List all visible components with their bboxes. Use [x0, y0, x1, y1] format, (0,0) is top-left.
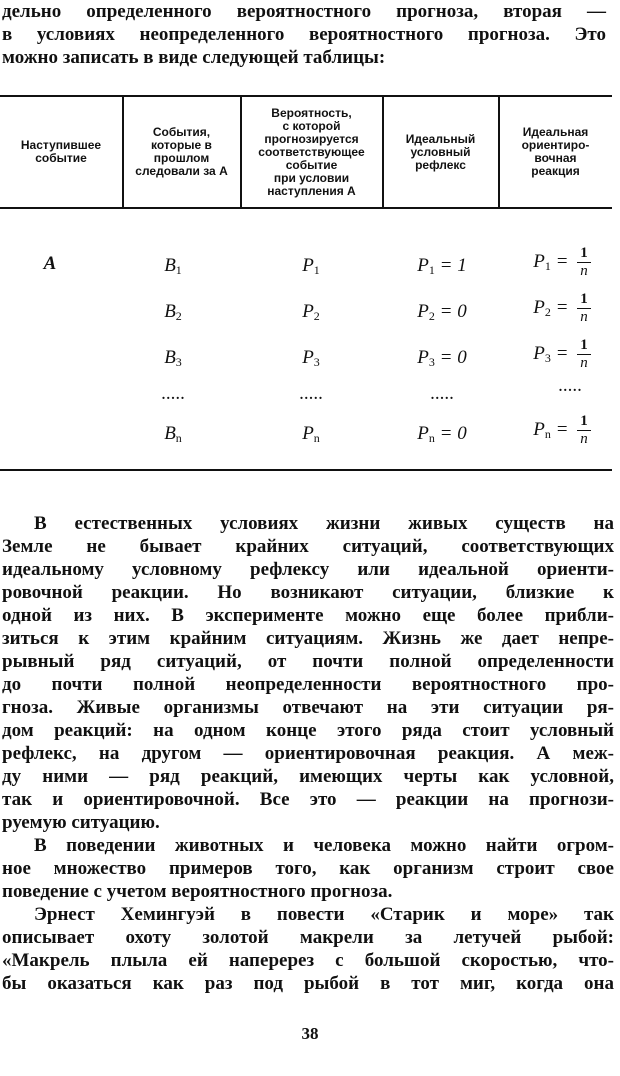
table-cell-event: $B_3$ [164, 347, 182, 369]
probability-table [0, 95, 612, 471]
text-line: до почти полной неопределенности вероятностного про- [2, 674, 614, 695]
header-cell-probability: Вероятность, с которой прогнозируется соответствующее событие при условии наступления A [258, 105, 365, 198]
header-cell-event: Наступившее событие [20, 138, 102, 165]
table-cell-reflex: $P_n = 0$ [417, 423, 467, 445]
text-line: одной из них. В эксперименте можно еще более прибли- [2, 605, 614, 626]
text-line: В поведении животных и человека можно найти огром- [34, 835, 614, 856]
table-cell-reflex: $P_1 = 1$ [417, 255, 467, 277]
table-cell-ellipsis: ..... [161, 383, 185, 404]
text-line: руемую ситуацию. [2, 812, 160, 833]
fraction: $\frac{1}{n}$ [577, 245, 591, 280]
text-line: гноза. Живые организмы отвечают на эти ситуации ря- [2, 697, 614, 718]
text-line: поведение с учетом вероятностного прогноза. [2, 881, 393, 902]
table-cell-probability: $P_3$ [302, 347, 320, 369]
text-line: описывает охоту золотой макрели за летучей рыбой: [2, 927, 614, 948]
table-cell-ellipsis: ..... [299, 383, 323, 404]
table-cell-reflex: $P_2 = 0$ [417, 301, 467, 323]
table-cell-ellipsis: ..... [558, 375, 582, 396]
header-cell-conditioned-reflex: Идеальный условный рефлекс [405, 131, 476, 172]
table-cell-orienting: $P_1$ = $\frac{1}{n}$ [512, 245, 612, 280]
table-cell-orienting: $P_2$ = $\frac{1}{n}$ [512, 291, 612, 326]
fraction: $\frac{1}{n}$ [577, 291, 591, 326]
text-line: дельно определенного вероятностного прогноза, вторая — [2, 1, 606, 22]
text-line: дом реакций: на одном конце этого ряда стоит условный [2, 720, 614, 741]
table-cell-event: $B_n$ [164, 423, 182, 445]
header-cell-orienting-reaction: Идеальная ориентиро- вочная реакция [521, 125, 590, 178]
table-cell-ellipsis: ..... [430, 383, 454, 404]
initial-event-cell: A [43, 253, 57, 274]
fraction: $\frac{1}{n}$ [577, 413, 591, 448]
text-line: ду ними — ряд реакций, имеющих черты как условной, [2, 766, 614, 787]
text-line: Земле не бывает крайних ситуаций, соответствующих [2, 536, 614, 557]
text-line: ровочной реакции. Но возникают ситуации, близкие к [2, 582, 614, 603]
table-cell-event: $B_1$ [164, 255, 182, 277]
table-cell-probability: $P_n$ [302, 423, 320, 445]
table-bottom-rule [0, 469, 612, 471]
text-line: так и ориентировочной. Все это — реакции на прогнози- [2, 789, 614, 810]
text-line: идеальному условному рефлексу или идеальной ориенти- [2, 559, 614, 580]
text-line: Эрнест Хемингуэй в повести «Старик и море» так [34, 904, 614, 925]
table-cell-probability: $P_2$ [302, 301, 320, 323]
table-cell-orienting: $P_n$ = $\frac{1}{n}$ [512, 413, 612, 448]
text-line: ное множество примеров того, как организм строит свое [2, 858, 614, 879]
table-cell-event: $B_2$ [164, 301, 182, 323]
table-cell-orienting: $P_3$ = $\frac{1}{n}$ [512, 337, 612, 372]
table-cell-reflex: $P_3 = 0$ [417, 347, 467, 369]
text-line: бы оказаться как раз под рыбой в тот миг, когда она [2, 973, 614, 994]
text-line: в условиях неопределенного вероятностного прогноза. Это [2, 24, 606, 45]
text-line: В естественных условиях жизни живых существ на [34, 513, 614, 534]
text-line: «Макрель плыла ей наперерез с большой скоростью, что- [2, 950, 614, 971]
fraction: $\frac{1}{n}$ [577, 337, 591, 372]
text-line: можно записать в виде следующей таблицы: [2, 47, 386, 68]
text-line: рефлекс, на другом — ориентировочная реакция. А меж- [2, 743, 614, 764]
intro-paragraph [2, 0, 606, 69]
table-cell-probability: $P_1$ [302, 255, 320, 277]
table-header-rule [0, 207, 612, 209]
text-line: зиться к этим крайним ситуациям. Жизнь же дает непре- [2, 628, 614, 649]
text-line: рывный ряд ситуаций, от почти полной определенности [2, 651, 614, 672]
page-number: 38 [301, 1024, 319, 1043]
header-cell-past-events: События, которые в прошлом следовали за A [135, 125, 228, 178]
body-paragraphs [2, 512, 614, 995]
